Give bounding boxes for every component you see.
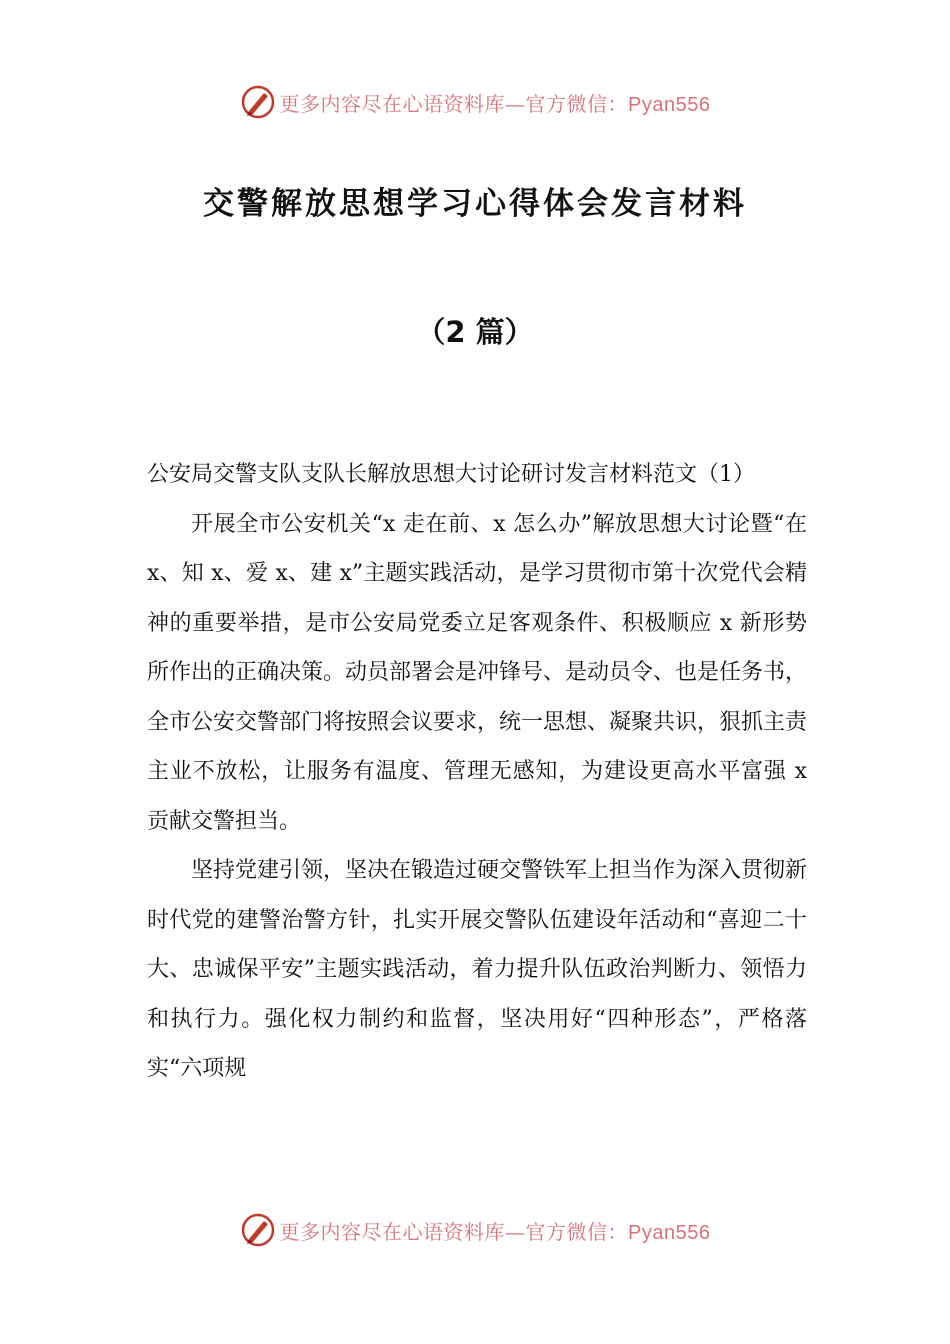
document-body bbox=[147, 450, 807, 1094]
watermark-text: 更多内容尽在心语资料库—官方微信： bbox=[279, 1219, 629, 1244]
document-subtitle: （2 篇） bbox=[416, 315, 534, 349]
document-title: 交警解放思想学习心得体会发言材料 bbox=[203, 186, 747, 222]
pen-logo-icon bbox=[240, 1212, 276, 1248]
body-paragraph-2: 坚持党建引领，坚决在锻造过硬交警铁军上担当作为深入贯彻新时代党的建警治警方针，扎实开展交警队伍建设年活动和“喜迎二十大、忠诚保平安”主题实践活动，着力提升队伍政治判断力、领悟力和执行力。强化权力制约和监督，坚决用好“四种形态”，严格落实“六项规 bbox=[147, 858, 808, 1081]
pen-logo-icon bbox=[240, 84, 276, 120]
body-paragraph-1: 开展全市公安机关“x 走在前、x 怎么办”解放思想大讨论暨“在 x、知 x、爱 x、建 x”主题实践活动，是学习贯彻市第十次党代会精神的重要举措，是市公安局党委立足客观条件、积极顺应 x 新形势所作出的正确决策。动员部署会是冲锋号、是动员令、也是任务书，全市公安交警部门将按照会议要求，统一思想、凝聚共识，狠抓主责主业不放松，让服务有温度、管理无感知，为建设更高水平富强 x 贡献交警担当。 bbox=[147, 511, 808, 834]
watermark-banner-bottom bbox=[0, 1210, 950, 1250]
watermark-wechat-id: Pyan556 bbox=[628, 93, 711, 116]
watermark-banner-top bbox=[0, 82, 950, 122]
watermark-text: 更多内容尽在心语资料库—官方微信： bbox=[279, 91, 629, 116]
section-heading: 公安局交警支队支队长解放思想大讨论研讨发言材料范文（1） bbox=[147, 462, 755, 487]
watermark-wechat-id: Pyan556 bbox=[628, 1221, 711, 1244]
